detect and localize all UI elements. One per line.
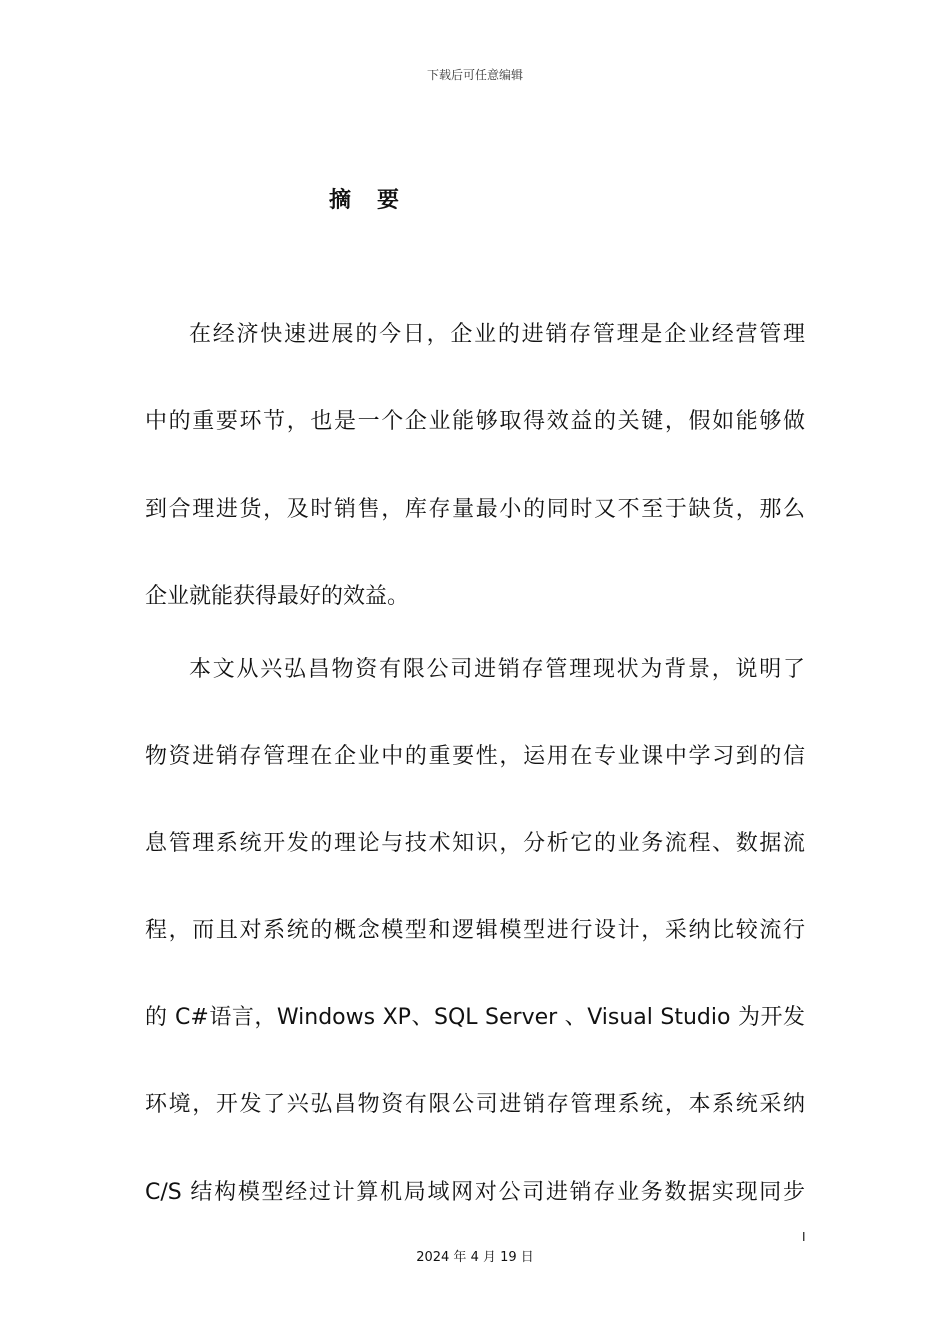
- page-title: 摘要: [329, 188, 426, 213]
- text-line: 在经济快速进展的今日，企业的进销存管理是企业经营管理: [189, 322, 805, 347]
- text-line: 息管理系统开发的理论与技术知识，分析它的业务流程、数据流: [145, 831, 805, 856]
- text-line: 程，而且对系统的概念模型和逻辑模型进行设计，采纳比较流行: [145, 918, 805, 943]
- text-line: 环境，开发了兴弘昌物资有限公司进销存管理系统，本系统采纳: [145, 1092, 805, 1117]
- header-note: 下载后可任意编辑: [426, 68, 523, 82]
- page-number: I: [802, 1230, 806, 1244]
- text-line: C/S 结构模型经过计算机局域网对公司进销存业务数据实现同步: [145, 1180, 805, 1205]
- text-line: 本文从兴弘昌物资有限公司进销存管理现状为背景，说明了: [189, 657, 805, 682]
- text-line: 中的重要环节，也是一个企业能够取得效益的关键，假如能够做: [145, 409, 805, 434]
- text-line: 的 C#语言，Windows XP、SQL Server 、Visual Studio 为开发: [145, 1005, 805, 1030]
- footer-date: 2024 年 4 月 19 日: [416, 1250, 534, 1265]
- text-line: 到合理进货，及时销售，库存量最小的同时又不至于缺货，那么: [145, 497, 805, 522]
- text-line: 物资进销存管理在企业中的重要性，运用在专业课中学习到的信: [145, 744, 805, 769]
- text-line: 企业就能获得最好的效益。: [145, 584, 410, 609]
